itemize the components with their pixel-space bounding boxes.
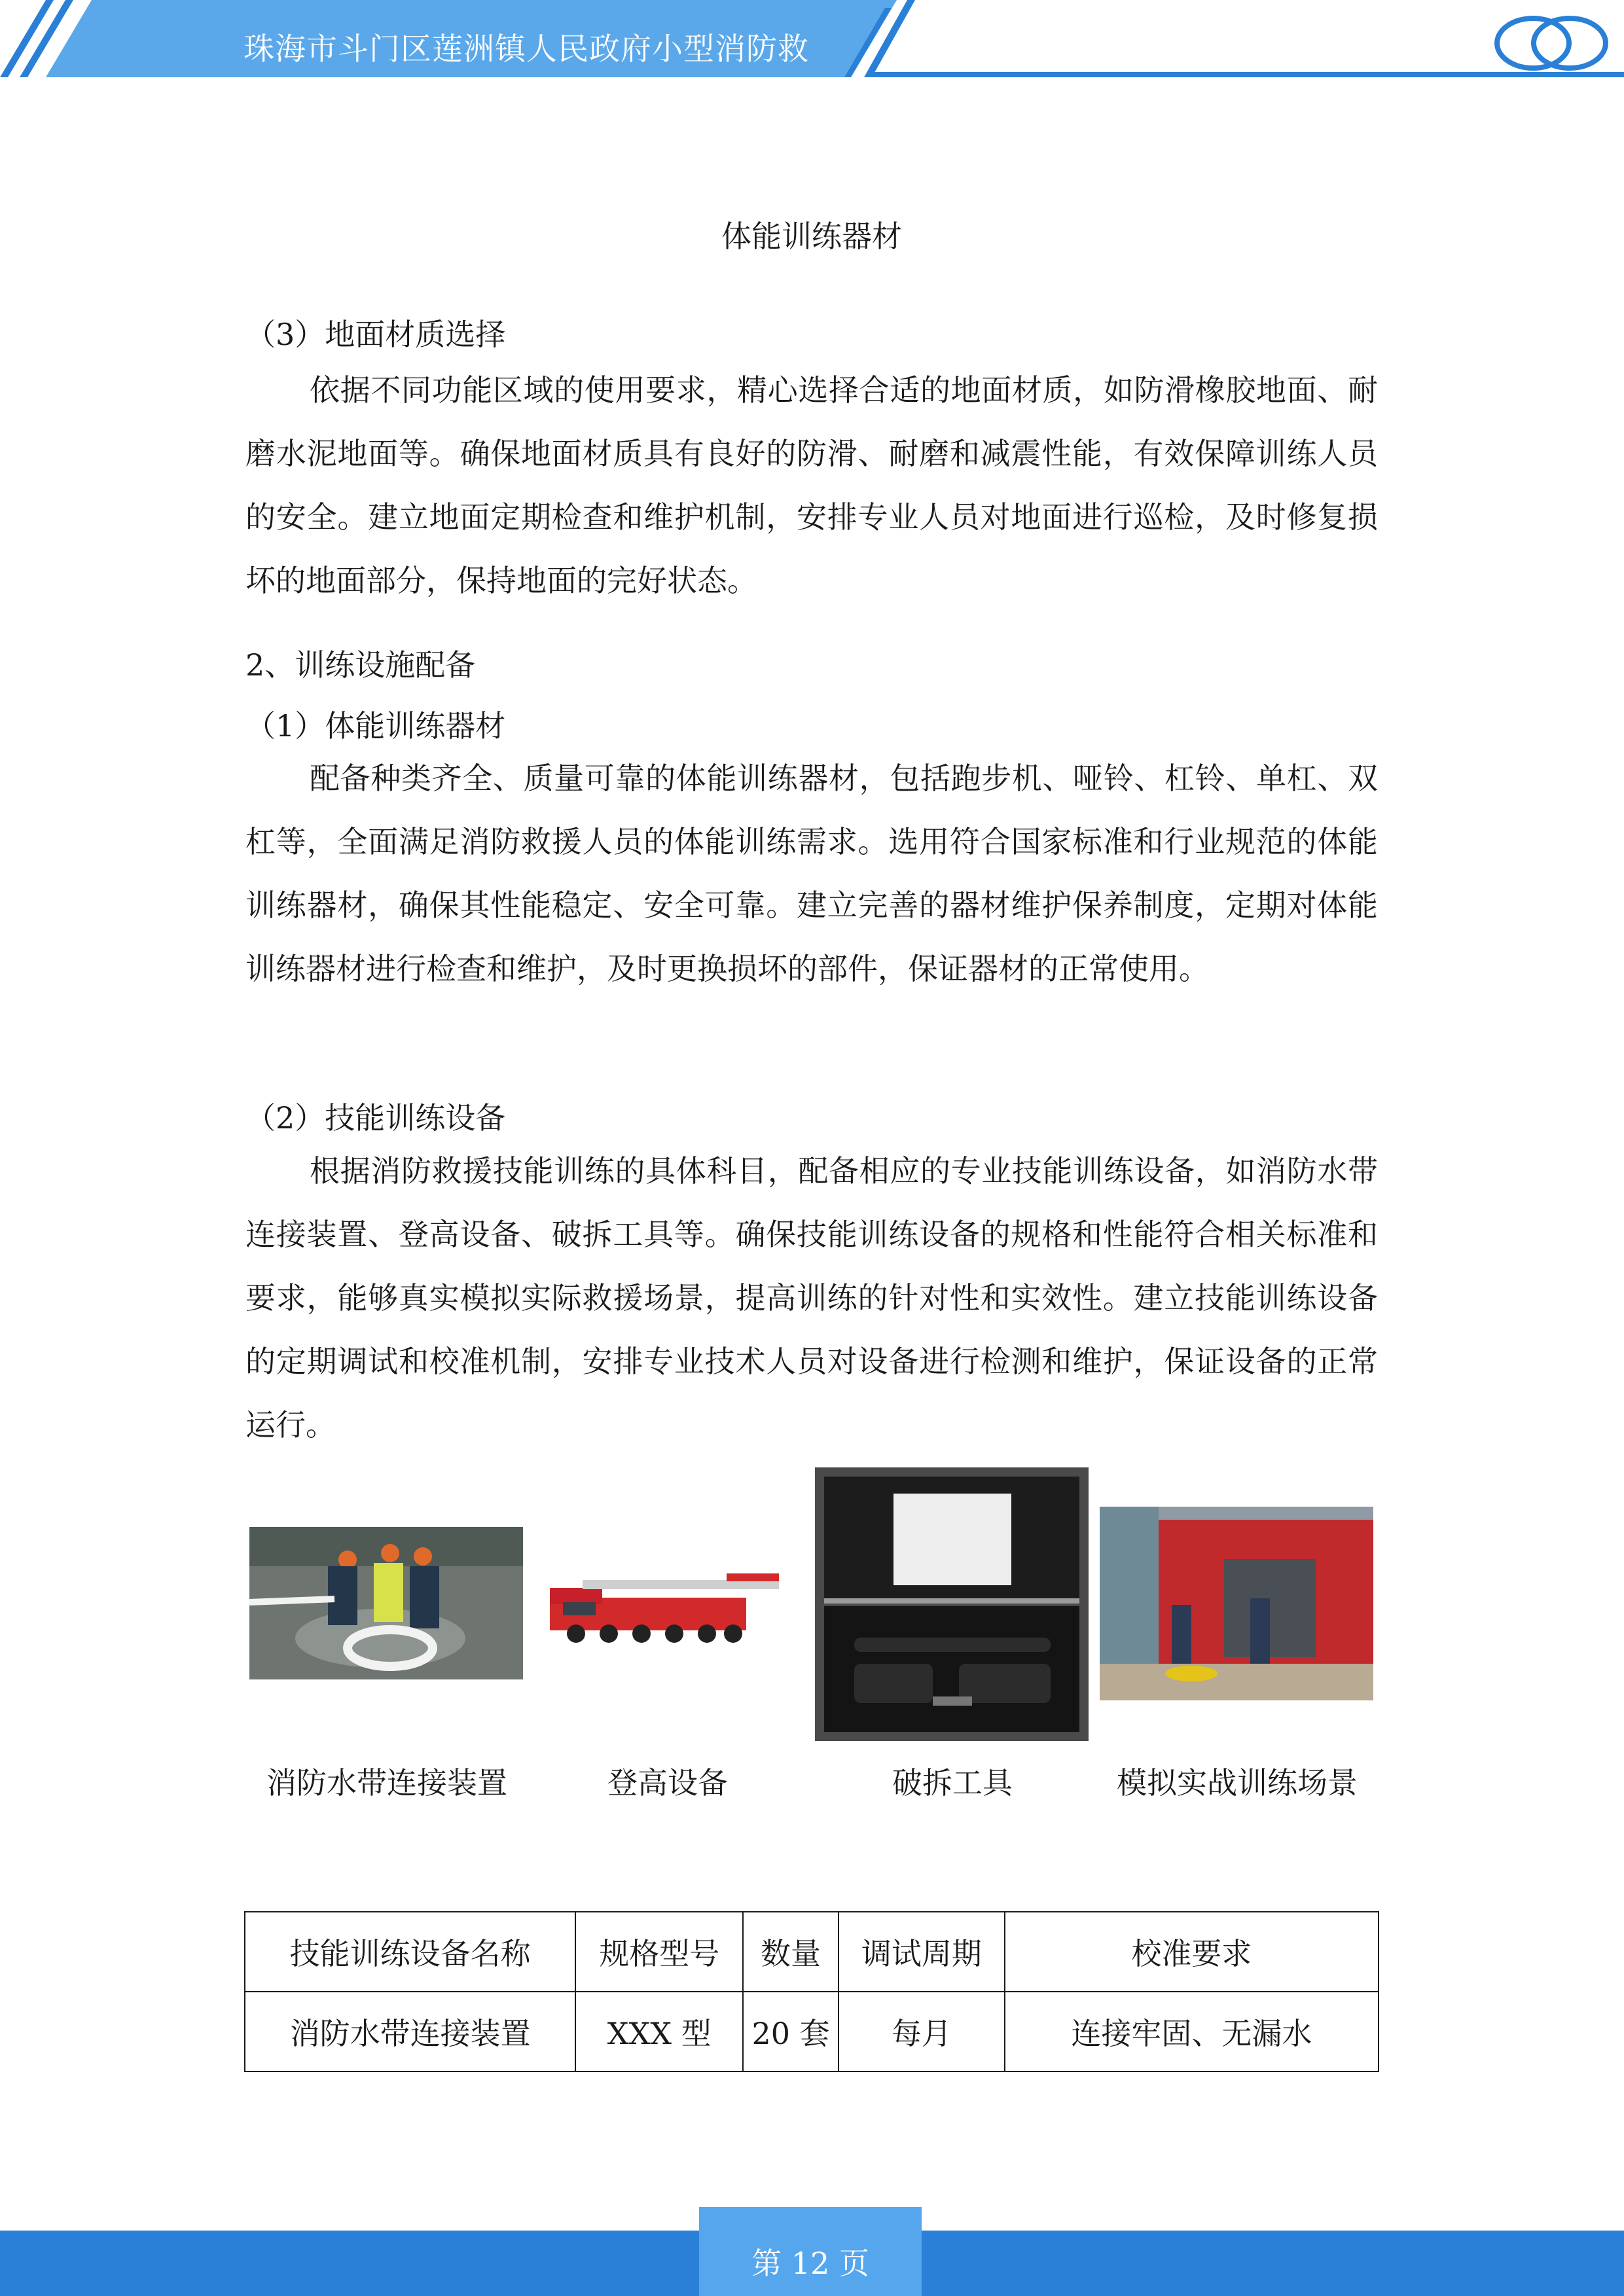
table-cell: 消防水带连接装置 — [245, 1992, 575, 2072]
page-header — [0, 0, 1624, 85]
paragraph-floor-material: 依据不同功能区域的使用要求，精心选择合适的地面材质，如防滑橡胶地面、耐磨水泥地面等。确保地面材质具有良好的防滑、耐磨和减震性能，有效保障训练人员的安全。建立地面定期检查和维护机制，安排专业人员对地面进行巡检，及时修复损坏的地面部分，保持地面的完好状态。 — [245, 372, 1378, 598]
figure-caption-top: 体能训练器材 — [721, 219, 902, 254]
header-ghost-text: (项目) — [1034, 30, 1120, 66]
table-header-row — [245, 1912, 1379, 1992]
aerial-ladder-truck-photo — [537, 1562, 792, 1653]
section-heading-fitness-equipment: （1）体能训练器材 — [245, 708, 506, 744]
table-header-cell: 调试周期 — [839, 1912, 1005, 1992]
page-number: 第 12 页 — [751, 2246, 869, 2281]
table-cell: 每月 — [839, 1992, 1005, 2072]
table-header-cell: 数量 — [743, 1912, 839, 1992]
section-heading-floor-material: （3）地面材质选择 — [245, 317, 506, 352]
double-ring-logo-icon — [1492, 12, 1610, 75]
section-heading-training-facilities: 2、训练设施配备 — [245, 647, 476, 683]
table-header-cell: 技能训练设备名称 — [245, 1912, 575, 1992]
paragraph-fitness-equipment: 配备种类齐全、质量可靠的体能训练器材，包括跑步机、哑铃、杠铃、单杠、双杠等，全面满足消防救援人员的体能训练需求。选用符合国家标准和行业规范的体能训练器材，确保其性能稳定、安全可靠。建立完善的器材维护保养制度，定期对体能训练器材进行检查和维护，及时更换损坏的部件，保证器材的正常使用。 — [245, 761, 1378, 986]
photo-caption-hose: 消防水带连接装置 — [266, 1765, 507, 1801]
photo-caption-ladder: 登高设备 — [607, 1765, 728, 1801]
demolition-tool-case-photo — [815, 1467, 1089, 1741]
header-title: 珠海市斗门区莲洲镇人民政府小型消防救 — [244, 31, 809, 67]
hose-connection-photo — [249, 1527, 523, 1679]
section-heading-skill-equipment: （2）技能训练设备 — [245, 1100, 506, 1136]
table-cell: 20 套 — [743, 1992, 839, 2072]
table-cell: 连接牢固、无漏水 — [1005, 1992, 1379, 2072]
table-header-cell: 校准要求 — [1005, 1912, 1379, 1992]
table-header-cell: 规格型号 — [575, 1912, 743, 1992]
photo-caption-drill: 模拟实战训练场景 — [1117, 1765, 1358, 1801]
simulated-drill-scene-photo — [1100, 1507, 1373, 1700]
table-cell: XXX 型 — [575, 1992, 743, 2072]
table-row — [245, 1992, 1379, 2072]
photo-caption-demolition: 破拆工具 — [892, 1765, 1013, 1801]
skill-equipment-table — [244, 1911, 1379, 2072]
paragraph-skill-equipment: 根据消防救援技能训练的具体科目，配备相应的专业技能训练设备，如消防水带连接装置、登高设备、破拆工具等。确保技能训练设备的规格和性能符合相关标准和要求，能够真实模拟实际救援场景，提高训练的针对性和实效性。建立技能训练设备的定期调试和校准机制，安排专业技术人员对设备进行检测和维护，保证设备的正常运行。 — [245, 1153, 1378, 1443]
